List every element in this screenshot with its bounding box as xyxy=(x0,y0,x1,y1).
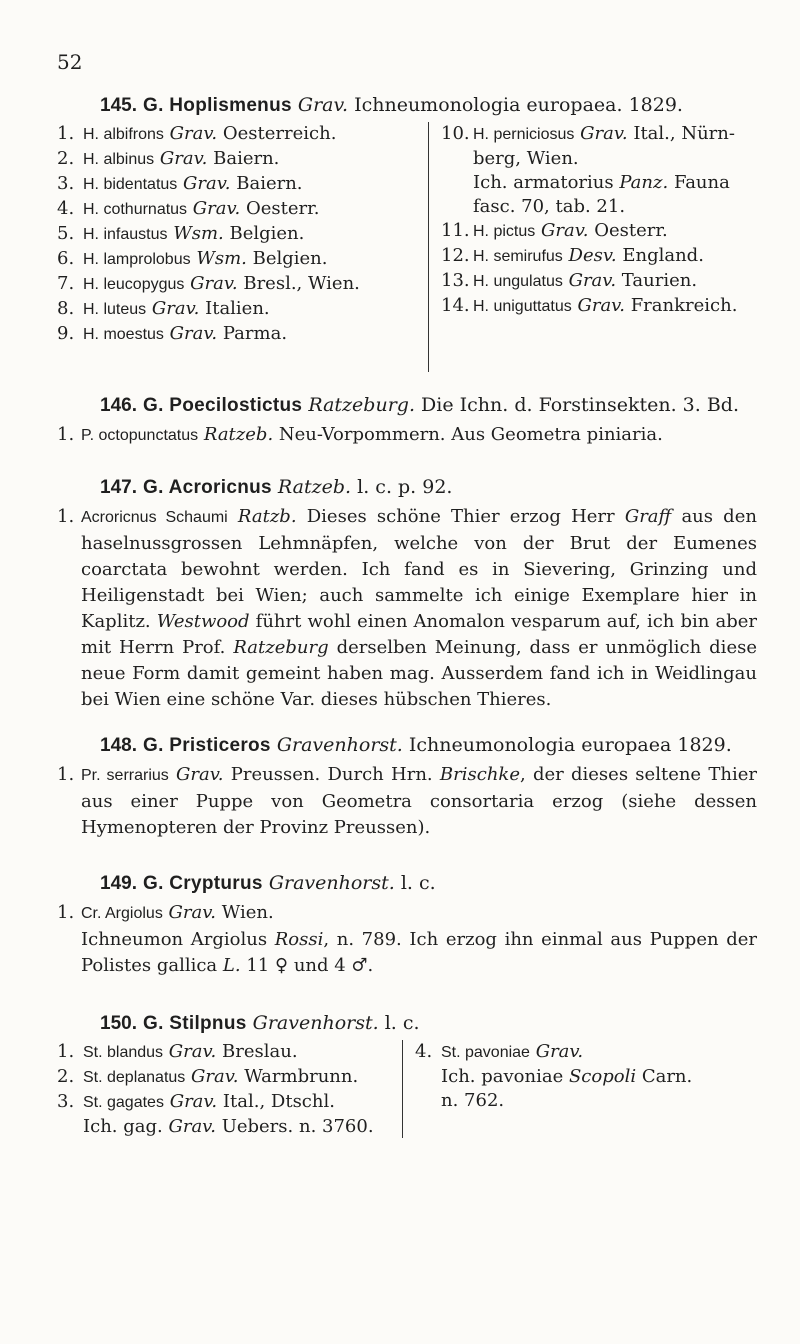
section-149-text: 1. Cr. Argiolus Grav. Wien. Ichneumon Argiolus Rossi, n. 789. Ich erzog ihn einmal aus Puppen der Polistes gallica L. 11 ♀ und 4 ♂. xyxy=(57,902,757,976)
entry-continuation: n. 762. xyxy=(441,1090,505,1111)
section-number: 146. xyxy=(100,395,137,416)
entry-continuation: berg, Wien. xyxy=(473,148,579,169)
reference: l. c. xyxy=(384,1012,420,1034)
reference: Ichneumonologia europaea 1829. xyxy=(408,734,732,756)
genus-author: Ratzeburg. xyxy=(308,394,415,416)
section-148-header xyxy=(100,734,732,757)
species-entry: 3. St. gagates Grav. Ital., Dtschl. xyxy=(57,1091,335,1112)
species-entry: 1. St. blandus Grav. Breslau. xyxy=(57,1041,298,1062)
entry-continuation: fasc. 70, tab. 21. xyxy=(473,196,626,217)
section-146-header xyxy=(100,394,739,417)
section-number: 145. xyxy=(100,95,137,116)
species-entry: 7. H. leucopygus Grav. Bresl., Wien. xyxy=(57,273,360,294)
entry-synonym: Ich. pavoniae Scopoli Carn. xyxy=(441,1066,693,1087)
species-entry: 4. St. pavoniae Grav. xyxy=(415,1041,584,1062)
species-entry: 1. H. albifrons Grav. Oesterreich. xyxy=(57,123,337,144)
section-number: 149. xyxy=(100,873,137,894)
right-column xyxy=(428,122,758,372)
entry-synonym: Ich. armatorius Panz. Fauna xyxy=(473,172,730,193)
genus-author: Ratzeb. xyxy=(277,476,352,498)
genus-name: G. Acroricnus xyxy=(143,477,272,498)
genus-name: G. Stilpnus xyxy=(143,1013,247,1034)
section-number: 147. xyxy=(100,477,137,498)
species-entry: 2. H. albinus Grav. Baiern. xyxy=(57,148,280,169)
species-entry: 4. H. cothurnatus Grav. Oesterr. xyxy=(57,198,320,219)
section-149-header xyxy=(100,872,436,895)
species-entry: 8. H. luteus Grav. Italien. xyxy=(57,298,270,319)
genus-name: G. Poecilostictus xyxy=(143,395,303,416)
species-entry: 6. H. lamprolobus Wsm. Belgien. xyxy=(57,248,328,269)
reference: Ichneumonologia europaea. 1829. xyxy=(354,94,683,116)
species-entry: 2. St. deplanatus Grav. Warmbrunn. xyxy=(57,1066,359,1087)
species-entry: 14. H. uniguttatus Grav. Frankreich. xyxy=(441,295,738,316)
species-entry: 5. H. infaustus Wsm. Belgien. xyxy=(57,223,305,244)
section-146-entry: 1. P. octopunctatus Ratzeb. Neu-Vorpommern. Aus Geometra piniaria. xyxy=(57,424,663,445)
species-entry: 11. H. pictus Grav. Oesterr. xyxy=(441,220,668,241)
entry-synonym: Ich. gag. Grav. Uebers. n. 3760. xyxy=(83,1116,374,1137)
genus-name: G. Hoplismenus xyxy=(143,95,292,116)
reference: l. c. xyxy=(400,872,436,894)
reference: Die Ichn. d. Forstinsekten. 3. Bd. xyxy=(421,394,739,416)
species-entry: 13. H. ungulatus Grav. Taurien. xyxy=(441,270,698,291)
section-number: 148. xyxy=(100,735,137,756)
left-column xyxy=(57,1040,402,1139)
section-145-species xyxy=(57,122,757,374)
genus-author: Gravenhorst. xyxy=(276,734,403,756)
page-number: 52 xyxy=(57,50,83,74)
right-column xyxy=(402,1040,755,1138)
left-column xyxy=(57,122,427,347)
species-entry: 9. H. moestus Grav. Parma. xyxy=(57,323,288,344)
section-150-header xyxy=(100,1012,420,1035)
reference: l. c. p. 92. xyxy=(357,476,453,498)
genus-name: G. Pristiceros xyxy=(143,735,271,756)
genus-author: Gravenhorst. xyxy=(268,872,395,894)
section-148-text: 1. Pr. serrarius Grav. Preussen. Durch Hrn. Brischke, der dieses seltene Thier aus einer Puppe von Geometra consortaria erzog (siehe dessen Hymenopteren der Provinz Preussen). xyxy=(57,764,757,838)
genus-author: Gravenhorst. xyxy=(252,1012,379,1034)
species-entry: 12. H. semirufus Desv. England. xyxy=(441,245,704,266)
section-147-text: 1. Acroricnus Schaumi Ratzb. Dieses schöne Thier erzog Herr Graff aus den haselnussgrossen Lehmnäpfen, welche von der Brut der Eumenes coarctata bewohnt werden. Ich fand es in Sievering, Grinzing und Heiligenstadt bei Wien; auch sammelte ich einige Exemplare hier in Kaplitz. Westwood führt wohl einen Anomalon vesparum auf, ich bin aber mit Herrn Prof. Ratzeburg derselben Meinung, dass er unmöglich diese neue Form damit gemeint haben mag. Ausserdem fand ich in Weidlingau bei Wien eine schöne Var. dieses hübschen Thieres. xyxy=(57,506,757,710)
genus-author: Grav. xyxy=(297,94,349,116)
section-145-header xyxy=(100,94,683,117)
species-entry: 10. H. perniciosus Grav. Ital., Nürn- xyxy=(441,123,735,144)
section-150-species xyxy=(57,1040,757,1140)
section-147-header xyxy=(100,476,452,499)
species-entry: 3. H. bidentatus Grav. Baiern. xyxy=(57,173,303,194)
section-number: 150. xyxy=(100,1013,137,1034)
genus-name: G. Crypturus xyxy=(143,873,263,894)
